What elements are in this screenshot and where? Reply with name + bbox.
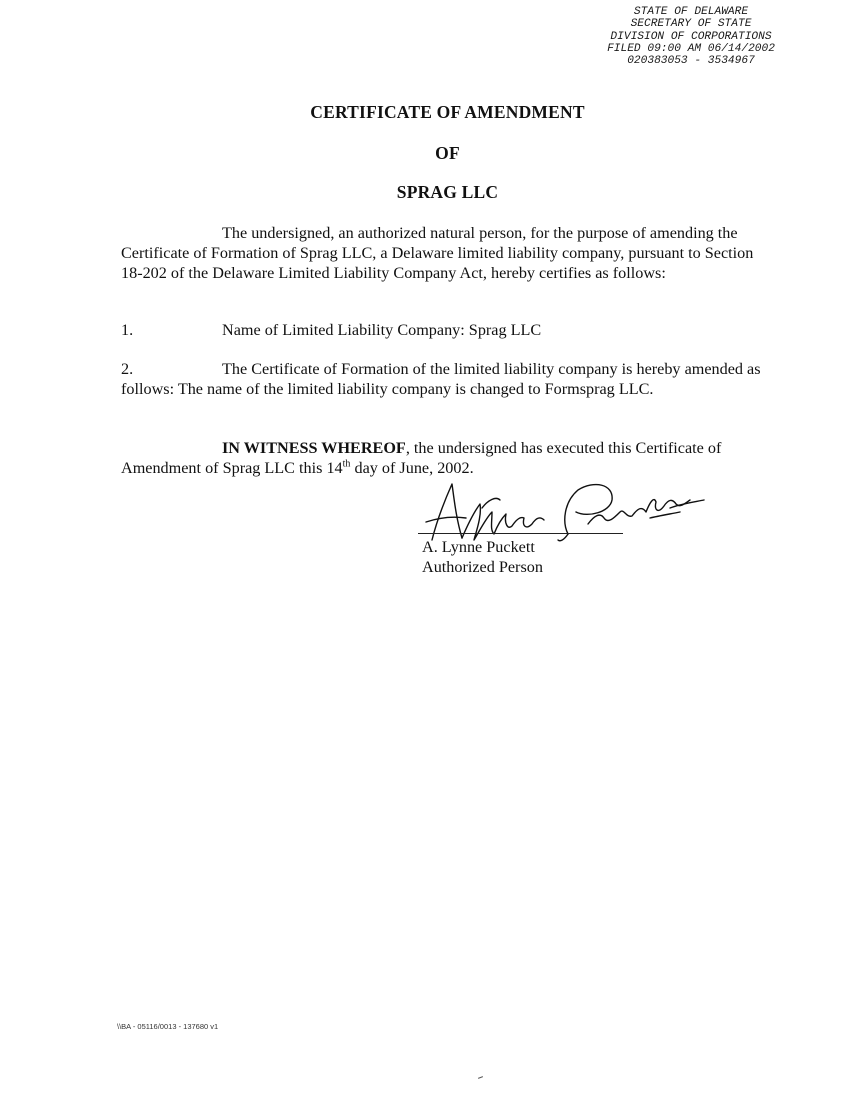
- stamp-file-number: 020383053 - 3534967: [627, 55, 755, 68]
- document-title: CERTIFICATE OF AMENDMENT: [310, 102, 585, 122]
- item-text: The Certificate of Formation of the limited liability company is hereby amended as follows: The name of the limited liability company is changed to Formsprag LLC.: [121, 360, 761, 398]
- handwritten-signature: [418, 478, 708, 546]
- document-id-footer: \\BA - 05116/0013 - 137680 v1: [117, 1022, 219, 1031]
- signer-title: Authorized Person: [422, 558, 543, 576]
- scan-speck: [478, 1076, 483, 1079]
- document-title-of: OF: [435, 143, 460, 163]
- stamp-division: DIVISION OF CORPORATIONS: [610, 30, 772, 43]
- item-number: 2.: [121, 360, 134, 378]
- item-text: Name of Limited Liability Company: Sprag LLC: [222, 321, 542, 339]
- witness-date-text: day of June, 2002.: [350, 459, 474, 477]
- witness-text: , the undersigned has executed this Certificate of Amendment of Sprag LLC this 14: [121, 439, 722, 477]
- signer-name: A. Lynne Puckett: [422, 538, 535, 556]
- company-name-heading: SPRAG LLC: [396, 182, 499, 202]
- signature-line: [418, 533, 623, 534]
- stamp-filed-datetime: FILED 09:00 AM 06/14/2002: [607, 42, 775, 55]
- stamp-state: STATE OF DELAWARE: [633, 6, 749, 18]
- filing-stamp: [586, 6, 796, 67]
- item-number: 1.: [121, 321, 134, 339]
- numbered-item-amendment: [121, 359, 771, 399]
- intro-paragraph: The undersigned, an authorized natural person, for the purpose of amending the Certificate of Formation of Sprag LLC, a Delaware limited liability company, pursuant to Section 18-202 of the Delaware Limited Liability Company Act, hereby certifies as follows:: [121, 224, 754, 282]
- witness-ordinal-suffix: th: [342, 458, 351, 470]
- witness-lead: IN WITNESS WHEREOF: [222, 439, 406, 457]
- stamp-secretary: SECRETARY OF STATE: [630, 18, 752, 31]
- witness-paragraph: [121, 438, 771, 478]
